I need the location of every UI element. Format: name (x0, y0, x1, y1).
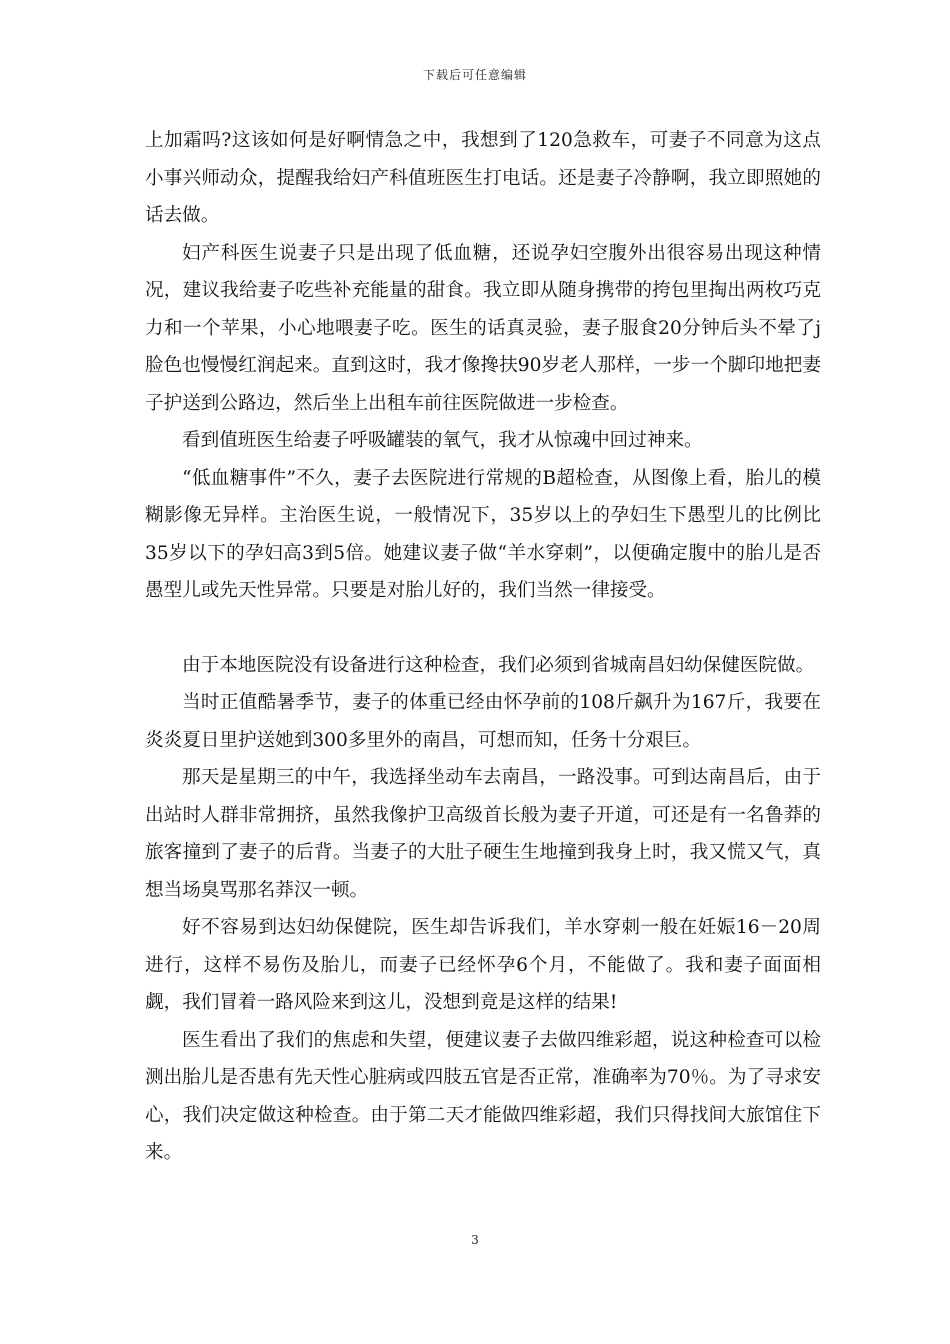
page-number: 3 (471, 1233, 479, 1247)
paragraph: 医生看出了我们的焦虑和失望，便建议妻子去做四维彩超，说这种检查可以检测出胎儿是否患有先天性心脏病或四肢五官是否正常，准确率为70％。为了寻求安心，我们决定做这种检查。由于第二天才能做四维彩超，我们只得找间大旅馆住下来。 (145, 1029, 821, 1163)
paragraph: 由于本地医院没有设备进行这种检查，我们必须到省城南昌妇幼保健医院做。 (182, 654, 815, 676)
paragraph-continued: 上加霜吗?这该如何是好啊情急之中，我想到了120急救车，可妻子不同意为这点小事兴师动众，提醒我给妇产科值班医生打电话。还是妻子冷静啊，我立即照她的话去做。 (145, 130, 821, 226)
paragraph: 当时正值酷暑季节，妻子的体重已经由怀孕前的108斤飙升为167斤，我要在炎炎夏日里护送她到300多里外的南昌，可想而知，任务十分艰巨。 (145, 692, 821, 751)
paragraph: 好不容易到达妇幼保健院，医生却告诉我们，羊水穿刺一般在妊娠16－20周进行，这样不易伤及胎儿，而妻子已经怀孕6个月，不能做了。我和妻子面面相觑，我们冒着一路风险来到这儿，没想到竟是这样的结果! (145, 917, 821, 1013)
paragraph: 妇产科医生说妻子只是出现了低血糖，还说孕妇空腹外出很容易出现这种情况，建议我给妻子吃些补充能量的甜食。我立即从随身携带的挎包里掏出两枚巧克力和一个苹果，小心地喂妻子吃。医生的话真灵验，妻子服食20分钟后头不晕了j脸色也慢慢红润起来。直到这时，我才像搀扶90岁老人那样，一步一个脚印地把妻子护送到公路边，然后坐上出租车前往医院做进一步检查。 (145, 242, 821, 414)
paragraph: “低血糖事件”不久，妻子去医院进行常规的B超检查，从图像上看，胎儿的模糊影像无异样。主治医生说，一般情况下，35岁以上的孕妇生下愚型儿的比例比35岁以下的孕妇高3到5倍。她建议妻子做“羊水穿刺”，以便确定腹中的胎儿是否愚型儿或先天性异常。只要是对胎儿好的，我们当然一律接受。 (145, 467, 821, 601)
document-body (145, 122, 821, 1172)
paragraph-spacer (145, 610, 821, 647)
page-header: 下载后可任意编辑 (422, 68, 527, 82)
paragraph: 看到值班医生给妻子呼吸罐装的氧气，我才从惊魂中回过神来。 (182, 430, 703, 451)
paragraph: 那天是星期三的中午，我选择坐动车去南昌，一路没事。可到达南昌后，由于出站时人群非常拥挤，虽然我像护卫高级首长般为妻子开道，可还是有一名鲁莽的旅客撞到了妻子的后背。当妻子的大肚子硬生生地撞到我身上时，我又慌又气，真想当场臭骂那名莽汉一顿。 (145, 767, 821, 901)
